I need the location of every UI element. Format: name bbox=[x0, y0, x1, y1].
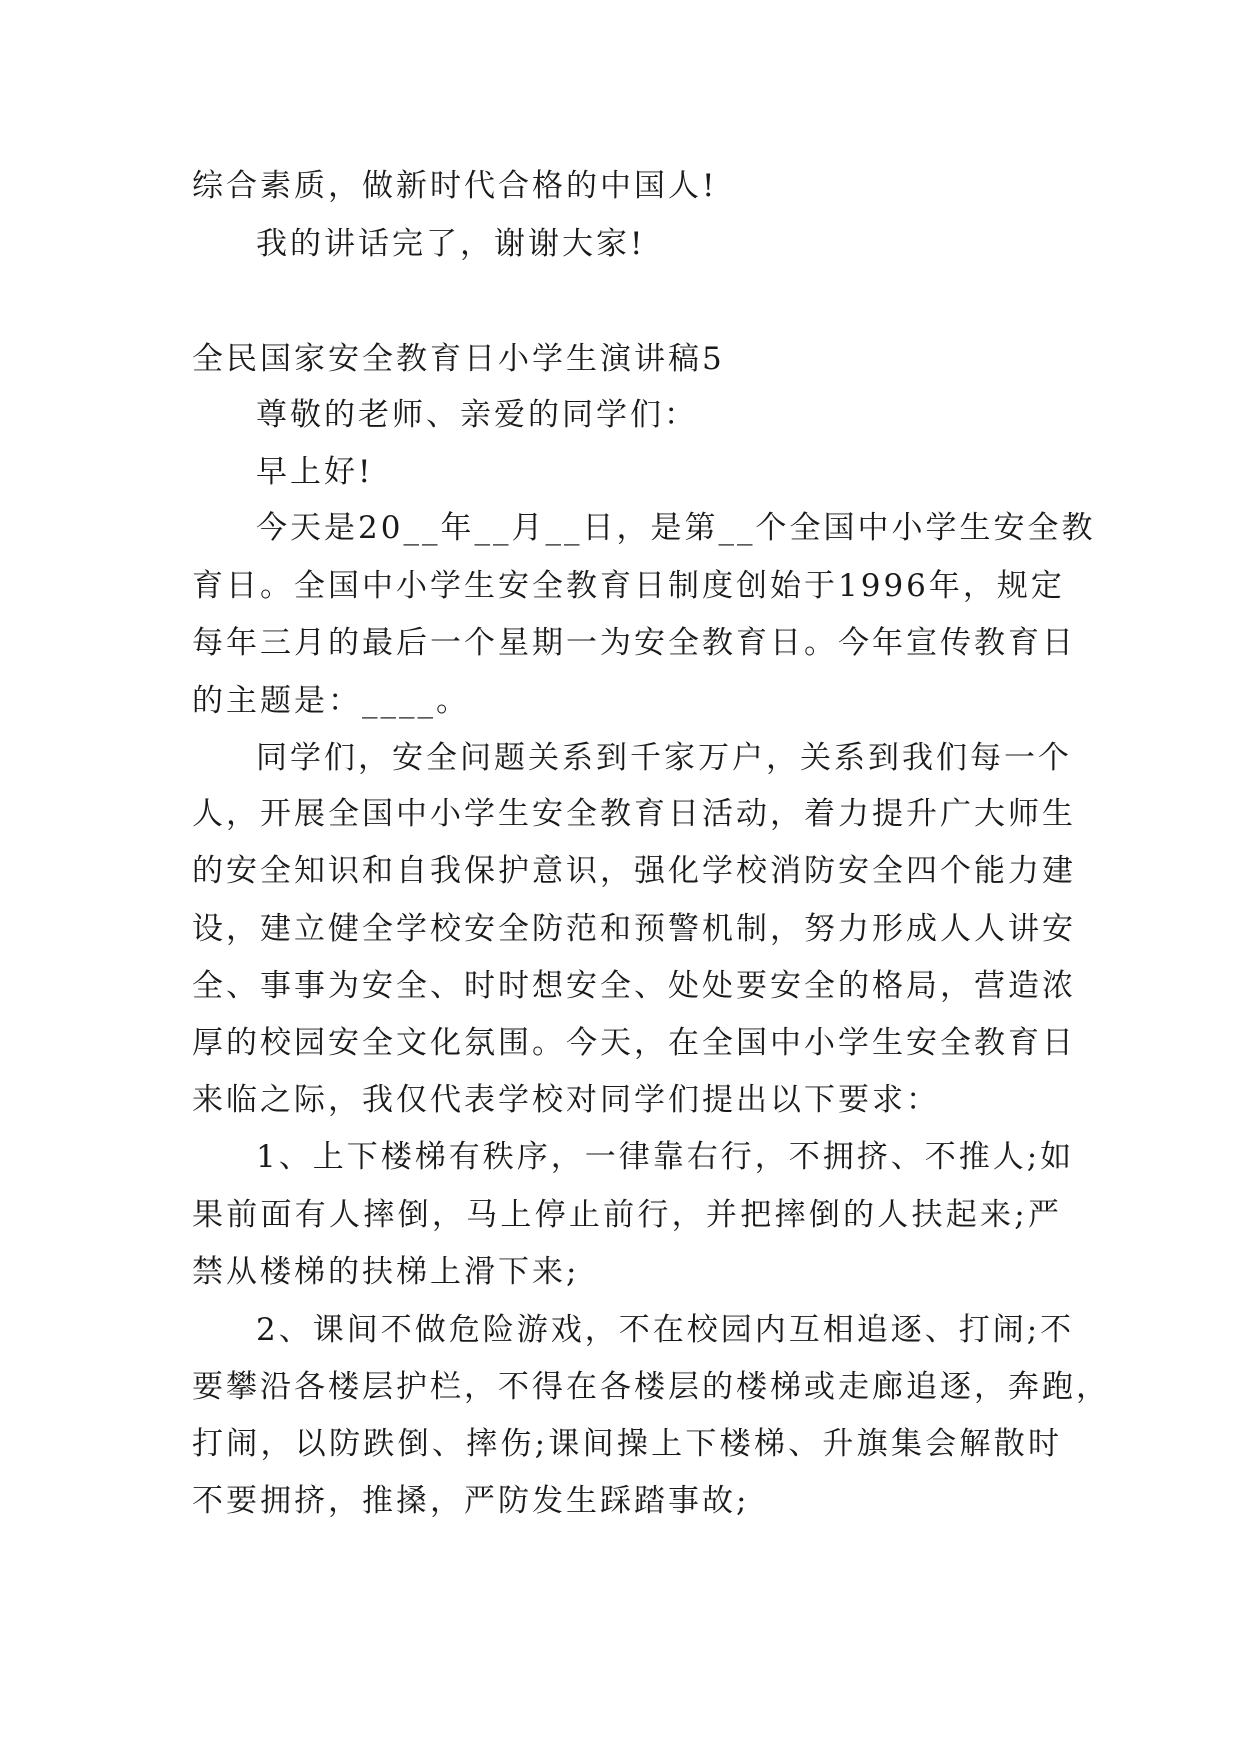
text-line: 同学们，安全问题关系到千家万户，关系到我们每一个 bbox=[256, 740, 1072, 776]
greeting: 早上好! bbox=[256, 454, 374, 490]
text-line: 每年三月的最后一个星期一为安全教育日。今年宣传教育日 bbox=[192, 625, 1076, 661]
text-line: 来临之际，我仅代表学校对同学们提出以下要求： bbox=[192, 1082, 940, 1118]
text-line: 今天是20__年__月__日，是第__个全国中小学生安全教 bbox=[256, 510, 1096, 546]
salutation: 尊敬的老师、亲爱的同学们： bbox=[256, 397, 698, 433]
text-line: 育日。全国中小学生安全教育日制度创始于1996年，规定 bbox=[192, 568, 1065, 604]
text-line: 设，建立健全学校安全防范和预警机制，努力形成人人讲安 bbox=[192, 911, 1076, 947]
text-line: 厚的校园安全文化氛围。今天，在全国中小学生安全教育日 bbox=[192, 1025, 1076, 1061]
text-line: 不要拥挤，推搡，严防发生踩踏事故; bbox=[192, 1483, 750, 1519]
text-line: 的主题是：____。 bbox=[192, 683, 470, 719]
text-line: 人，开展全国中小学生安全教育日活动，着力提升广大师生 bbox=[192, 796, 1076, 832]
text-line: 2、课间不做危险游戏，不在校园内互相追逐、打闹;不 bbox=[256, 1312, 1075, 1348]
section-heading: 全民国家安全教育日小学生演讲稿5 bbox=[192, 341, 725, 377]
text-line: 要攀沿各楼层护栏，不得在各楼层的楼梯或走廊追逐，奔跑， bbox=[192, 1369, 1110, 1405]
text-line: 全、事事为安全、时时想安全、处处要安全的格局，营造浓 bbox=[192, 968, 1076, 1004]
text-line: 1、上下楼梯有秩序，一律靠右行，不拥挤、不推人;如 bbox=[256, 1139, 1075, 1175]
text-line: 打闹，以防跌倒、摔伤;课间操上下楼梯、升旗集会解散时 bbox=[192, 1426, 1062, 1462]
text-line: 综合素质，做新时代合格的中国人! bbox=[192, 168, 718, 204]
text-line: 的安全知识和自我保护意识，强化学校消防安全四个能力建 bbox=[192, 853, 1076, 889]
text-line: 禁从楼梯的扶梯上滑下来; bbox=[192, 1254, 580, 1290]
text-line: 果前面有人摔倒，马上停止前行，并把摔倒的人扶起来;严 bbox=[192, 1197, 1062, 1233]
text-line: 我的讲话完了，谢谢大家! bbox=[256, 226, 646, 262]
